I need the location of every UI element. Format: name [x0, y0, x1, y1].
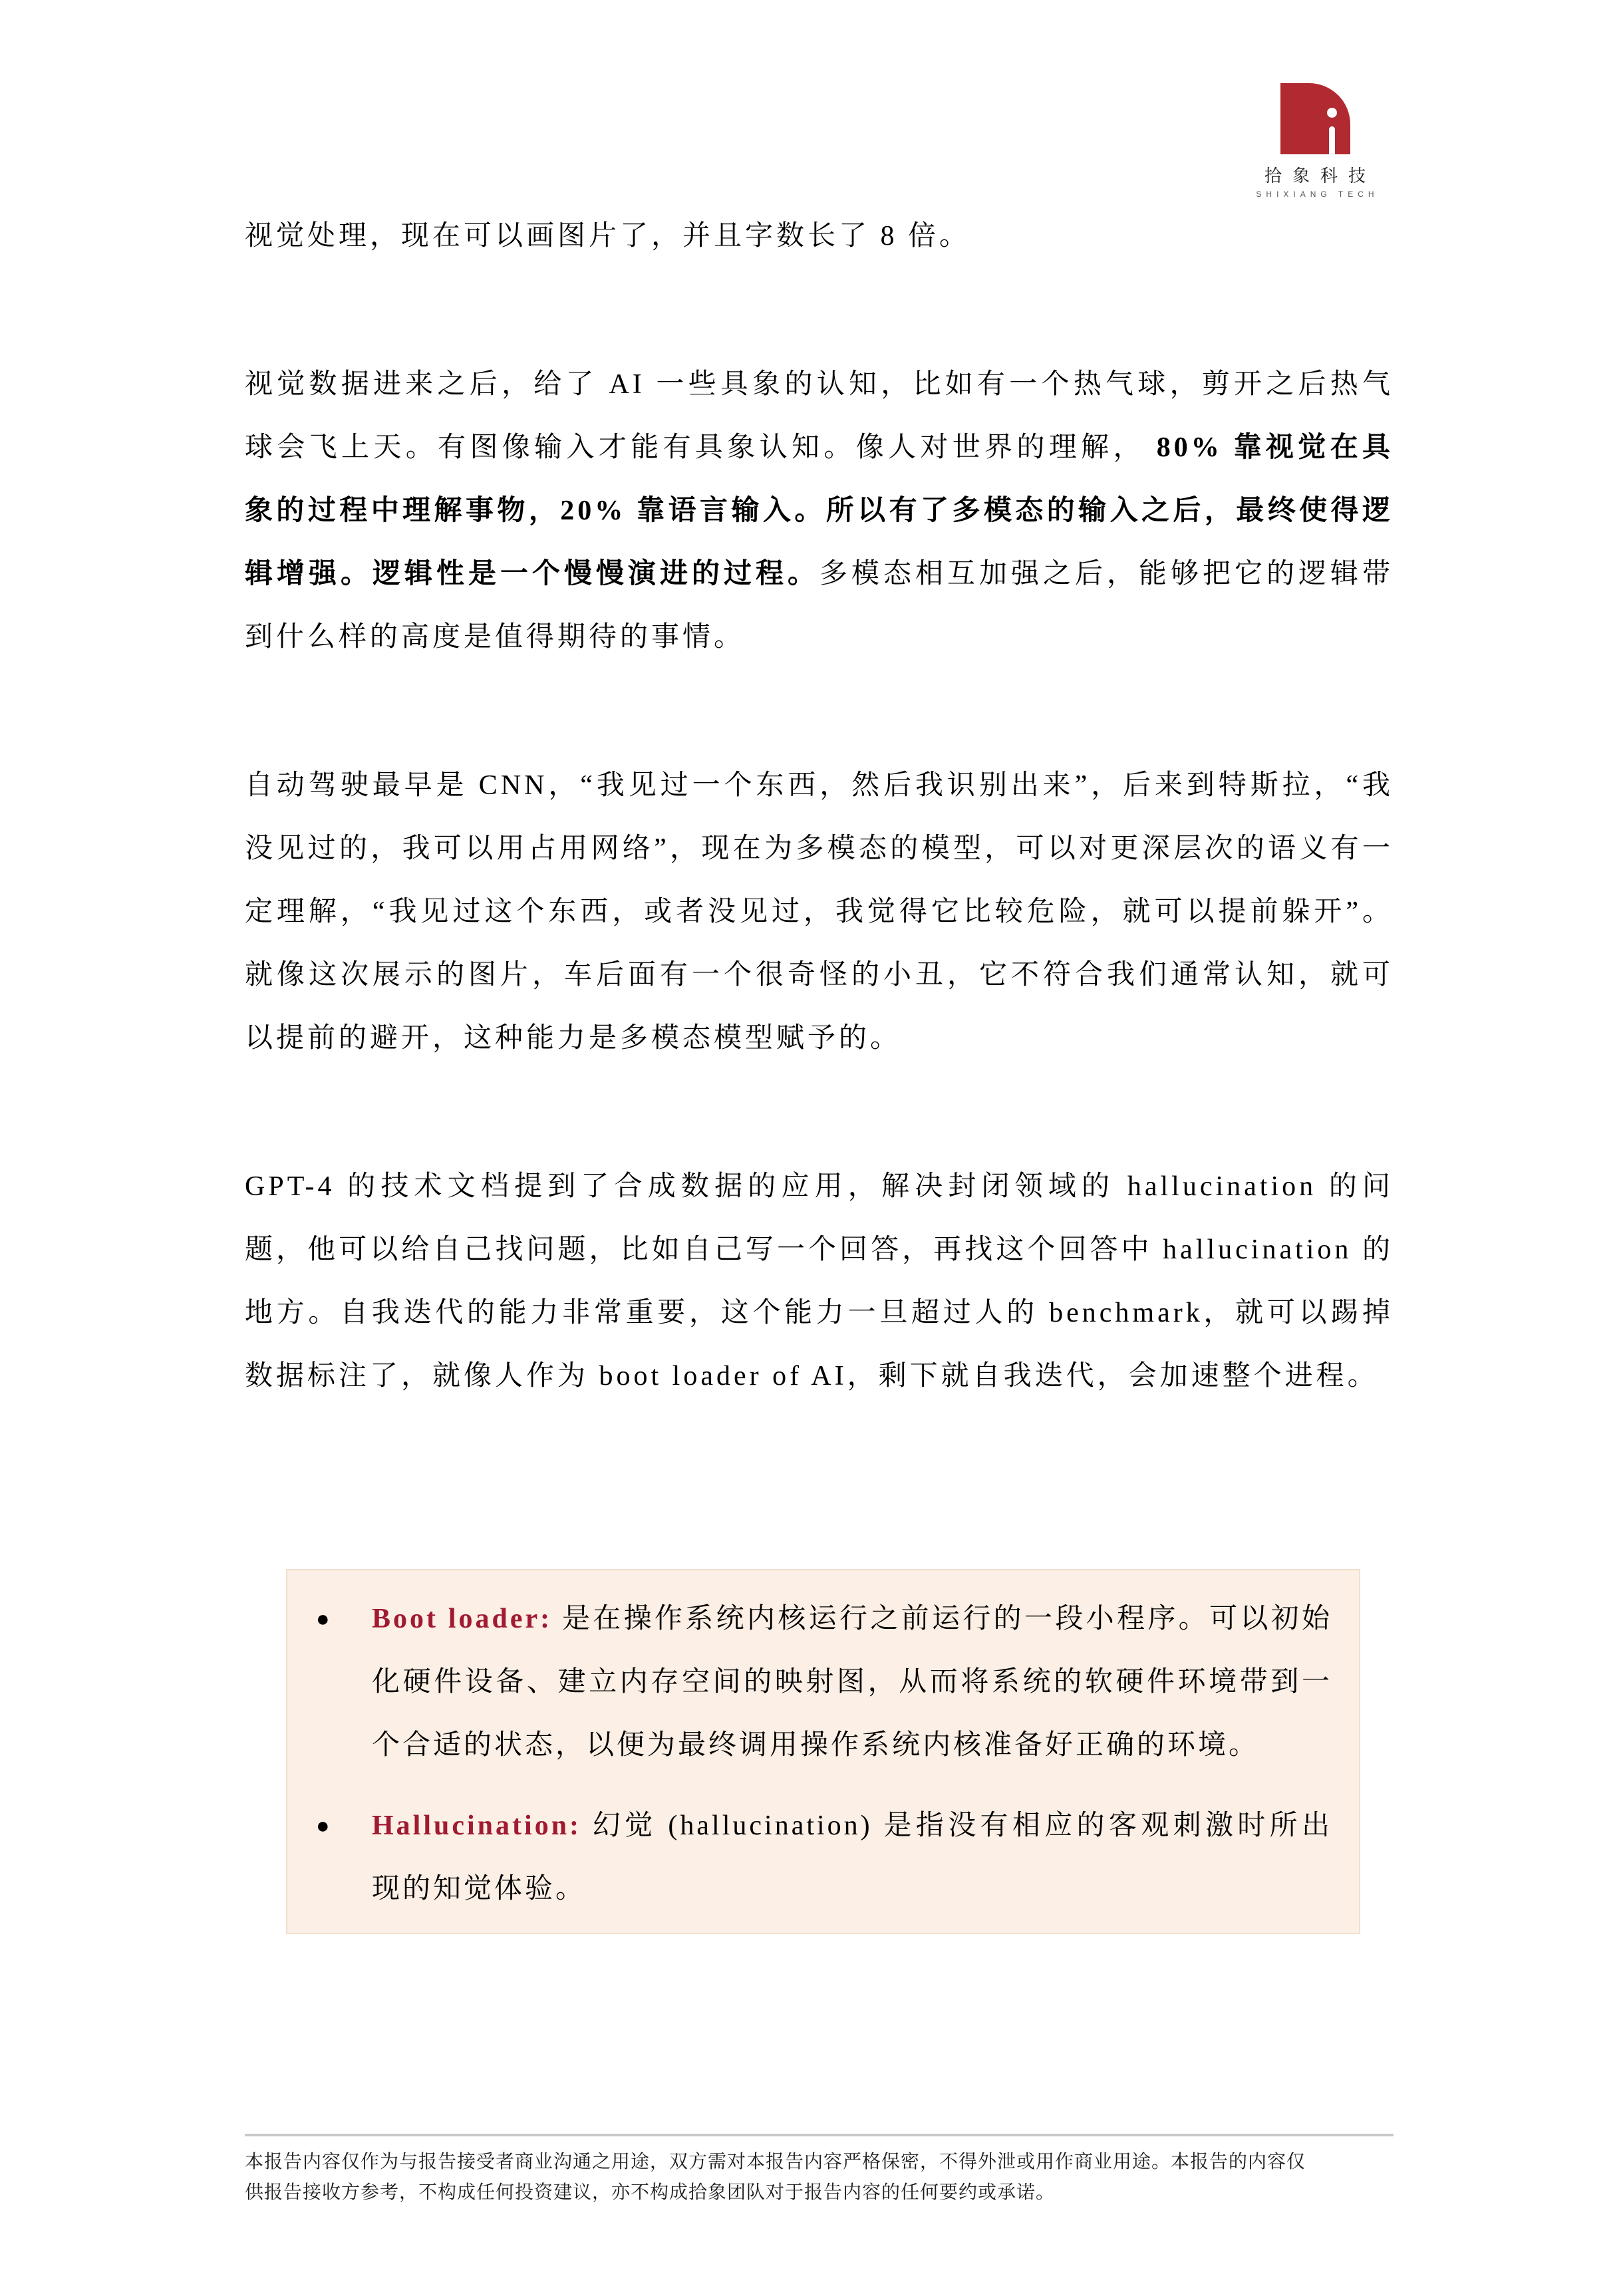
- elephant-eye-dot: [1327, 108, 1337, 118]
- text-segment: 多模态相互加强之后，能够把它的逻辑带到什么样的高度是值得期待的事情。: [245, 559, 1394, 652]
- glossary-term: Hallucination:: [372, 1810, 582, 1841]
- text-segment: 80% 靠视觉在具象的过程中理解事物，20% 靠语言输入。所以有了多模态的输入之后，最终使得逻辑增强。逻辑性是一个慢慢演进的过程。: [245, 432, 1394, 589]
- text-segment: 视觉处理，现在可以画图片了，并且字数长了 8 倍。: [245, 221, 971, 251]
- paragraph-autonomous-driving: [245, 754, 1394, 1070]
- bullet-icon: ●: [316, 1814, 330, 1838]
- glossary-definition-text: 幻觉 (hallucination) 是指没有相应的客观刺激时所出现的知觉体验。: [372, 1810, 1332, 1904]
- glossary-term: Boot loader:: [372, 1604, 553, 1634]
- disclaimer-line-1: 本报告内容仅作为与报告接受者商业沟通之用途，双方需对本报告内容严格保密，不得外泄或用作商业用途。本报告的内容仅: [245, 2152, 1306, 2172]
- document-body: [245, 205, 1394, 1934]
- paragraph-visual-processing: [245, 205, 1394, 268]
- disclaimer-line-2: 供报告接收方参考，不构成任何投资建议，亦不构成拾象团队对于报告内容的任何要约或承诺。: [245, 2182, 1056, 2203]
- glossary-item-boot-loader: [316, 1588, 1332, 1777]
- text-segment: GPT-4 的技术文档提到了合成数据的应用，解决封闭领域的 hallucination 的问题，他可以给自己找问题，比如自己写一个回答，再找这个回答中 hallucination 的地方。自我迭代的能力非常重要，这个能力一旦超过人的 benchmark，就可以踢掉数据标注了，就像人作为 boot loader of AI，剩下就自我迭代，会加速整个进程。: [245, 1171, 1394, 1391]
- elephant-trunk-slit: [1329, 126, 1335, 154]
- confidentiality-disclaimer: [245, 2134, 1394, 2208]
- text-segment: 自动驾驶最早是 CNN，“我见过一个东西，然后我识别出来”，后来到特斯拉，“我没见过的，我可以用占用网络”，现在为多模态的模型，可以对更深层次的语义有一定理解，“我见过这个东西，或者没见过，我觉得它比较危险，就可以提前躲开”。就像这次展示的图片，车后面有一个很奇怪的小丑，它不符合我们通常认知，就可以提前的避开，这种能力是多模态模型赋予的。: [245, 770, 1394, 1054]
- bullet-icon: ●: [316, 1607, 330, 1632]
- glossary-definition-text: 是在操作系统内核运行之前运行的一段小程序。可以初始化硬件设备、建立内存空间的映射图，从而将系统的软硬件环境带到一个合适的状态，以便为最终调用操作系统内核准备好正确的环境。: [372, 1604, 1332, 1761]
- glossary-item-hallucination: [316, 1794, 1332, 1921]
- elephant-logo-icon: [1280, 83, 1350, 154]
- shixiang-logo: [1245, 83, 1385, 199]
- paragraph-gpt4-synthetic-data: [245, 1155, 1394, 1408]
- brand-name-english: SHIXIANG TECH: [1256, 190, 1379, 199]
- text-segment: 视觉数据进来之后，给了 AI 一些具象的认知，比如有一个热气球，剪开之后热气球会飞上天。有图像输入才能有具象认知。像人对世界的理解，: [245, 369, 1394, 463]
- glossary-definition: [372, 1794, 1332, 1921]
- paragraph-visual-data-multimodal: [245, 353, 1394, 669]
- glossary-callout-box: [286, 1569, 1360, 1934]
- brand-name-chinese: 拾象科技: [1264, 166, 1376, 186]
- glossary-definition: [372, 1588, 1332, 1777]
